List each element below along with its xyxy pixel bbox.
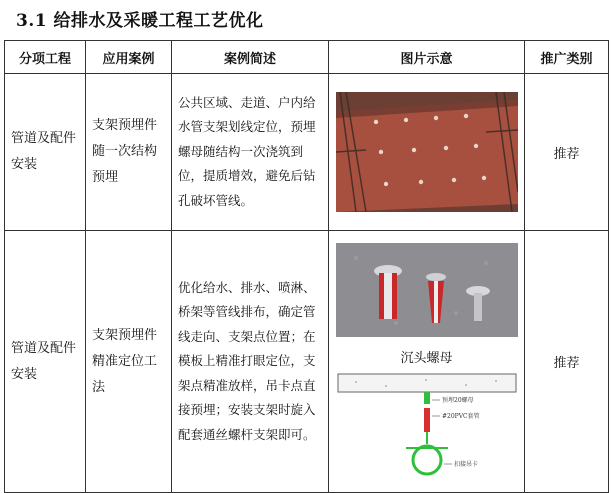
anchor-nut-photo	[336, 243, 518, 337]
drawing-label: 扣接吊卡	[453, 461, 478, 468]
table-header-row	[5, 41, 609, 74]
header-category: 分项工程	[5, 41, 86, 74]
description-cell: 优化给水、排水、喷淋、桥架等管线排布，确定管线走向、支架点位置；在模板上精准打眼定位，支架点精准放样，吊卡点直接预埋；安装支架时旋入配套通丝螺杆支架即可。	[172, 231, 329, 493]
header-description: 案例简述	[172, 41, 329, 74]
header-image: 图片示意	[329, 41, 525, 74]
drawing-label: #20PVC套管	[441, 413, 480, 420]
type-cell: 推荐	[525, 231, 609, 493]
image-caption: 沉头螺母	[400, 351, 453, 366]
table-row	[5, 74, 609, 231]
formwork-photo	[336, 92, 518, 212]
table-row	[5, 231, 609, 493]
image-cell	[329, 74, 525, 231]
description-cell: 公共区域、走道、户内给水管支架划线定位，预埋螺母随结构一次浇筑到位，提质增效，避免后钻孔破坏管线。	[172, 74, 329, 231]
image-cell	[329, 231, 525, 493]
type-cell: 推荐	[525, 74, 609, 231]
category-cell: 管道及配件安装	[5, 231, 86, 493]
section-title: 3.1 给排水及采暖工程工艺优化	[16, 11, 264, 31]
header-case: 应用案例	[86, 41, 172, 74]
case-cell: 支架预埋件精准定位工法	[86, 231, 172, 493]
header-type: 推广类别	[525, 41, 609, 74]
category-cell: 管道及配件安装	[5, 74, 86, 231]
case-cell: 支架预埋件随一次结构预埋	[86, 74, 172, 231]
install-drawing	[336, 372, 518, 480]
drawing-label: 预埋20螺母	[441, 397, 474, 404]
process-table	[4, 40, 609, 493]
